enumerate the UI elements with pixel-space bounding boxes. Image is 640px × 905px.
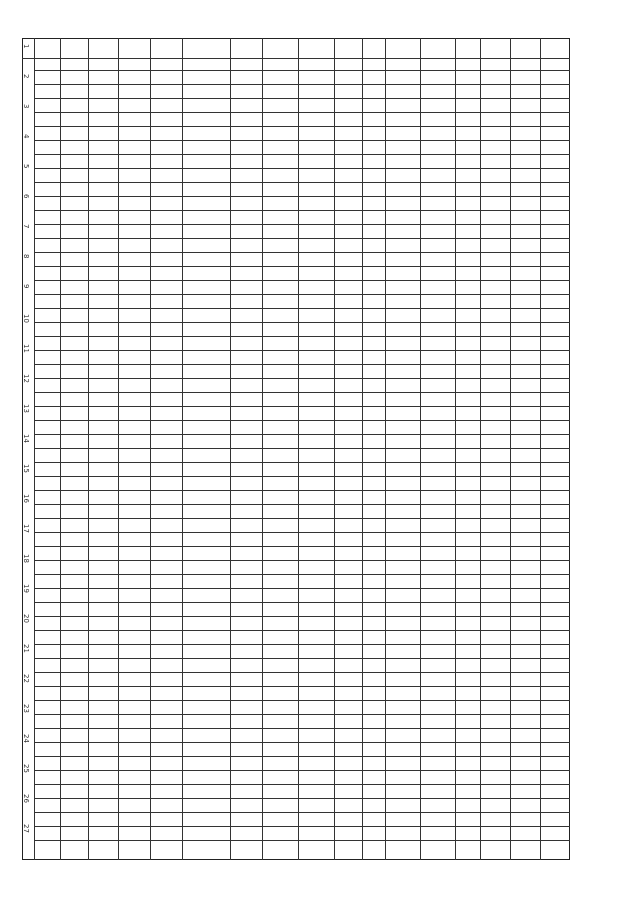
- grid-row-line: [34, 392, 570, 393]
- column-number: 25: [22, 764, 30, 773]
- grid-column-line: [480, 38, 481, 860]
- grid-row-line: [34, 840, 570, 841]
- grid-row-line: [34, 84, 570, 85]
- grid-column-line: [540, 38, 541, 860]
- grid-column-line: [150, 38, 151, 860]
- grid-row-line: [34, 280, 570, 281]
- grid-column-line: [262, 38, 263, 860]
- grid-row-line: [34, 686, 570, 687]
- grid-row-line: [34, 420, 570, 421]
- grid-column-line: [334, 38, 335, 860]
- column-number: 10: [22, 314, 30, 323]
- grid-row-line: [34, 98, 570, 99]
- grid-row-line: [34, 182, 570, 183]
- section-divider: [230, 38, 231, 860]
- grid-column-line: [362, 38, 363, 860]
- grid-row-line: [34, 644, 570, 645]
- grid-row-line: [34, 700, 570, 701]
- grid-row-line: [34, 196, 570, 197]
- grid-row-line: [34, 140, 570, 141]
- grid-row-line: [34, 504, 570, 505]
- column-number: 8: [22, 254, 30, 259]
- column-number: 5: [22, 164, 30, 169]
- grid-row-line: [34, 112, 570, 113]
- column-number: 22: [22, 674, 30, 683]
- grid-row-line: [34, 798, 570, 799]
- grid-row-line: [34, 434, 570, 435]
- column-number: 20: [22, 614, 30, 623]
- column-number: 9: [22, 284, 30, 289]
- grid-row-line: [34, 532, 570, 533]
- grid-row-line: [34, 588, 570, 589]
- column-number: 7: [22, 224, 30, 229]
- grid-row-line: [34, 322, 570, 323]
- grid-row-line: [34, 574, 570, 575]
- column-number: 16: [22, 494, 30, 503]
- grid-row-line: [34, 336, 570, 337]
- grid-row-line: [34, 70, 570, 71]
- grid-row-line: [34, 630, 570, 631]
- column-number: 24: [22, 734, 30, 743]
- grid-row-line: [34, 406, 570, 407]
- column-number: 3: [22, 104, 30, 109]
- grid-row-line: [34, 518, 570, 519]
- column-number: 17: [22, 524, 30, 533]
- section-divider: [385, 38, 386, 860]
- grid-column-line: [60, 38, 61, 860]
- grid-row-line: [34, 462, 570, 463]
- column-number: 14: [22, 434, 30, 443]
- grid-row-line: [34, 350, 570, 351]
- grid-row-line: [34, 490, 570, 491]
- grid-column-line: [118, 38, 119, 860]
- grid-row-line: [34, 364, 570, 365]
- grid-row-line: [34, 602, 570, 603]
- grid-row-line: [34, 616, 570, 617]
- grid-row-line: [34, 126, 570, 127]
- header-row-divider: [22, 58, 570, 59]
- grid-row-line: [34, 266, 570, 267]
- grid-row-line: [34, 448, 570, 449]
- column-number: 27: [22, 824, 30, 833]
- grid-row-line: [34, 658, 570, 659]
- grid-row-line: [34, 714, 570, 715]
- grid-row-line: [34, 238, 570, 239]
- column-number: 13: [22, 404, 30, 413]
- grid-row-line: [34, 546, 570, 547]
- column-number: 11: [22, 344, 30, 353]
- column-number: 12: [22, 374, 30, 383]
- grid-row-line: [34, 168, 570, 169]
- grid-row-line: [34, 770, 570, 771]
- grid-row-line: [34, 154, 570, 155]
- grid-column-line: [420, 38, 421, 860]
- grid-row-line: [34, 252, 570, 253]
- grid-row-line: [34, 784, 570, 785]
- grid-row-line: [34, 560, 570, 561]
- grid-row-line: [34, 826, 570, 827]
- grid-row-line: [34, 476, 570, 477]
- grid-row-line: [34, 728, 570, 729]
- grid-row-line: [34, 224, 570, 225]
- grid-row-line: [34, 210, 570, 211]
- column-number: 6: [22, 194, 30, 199]
- column-number: 21: [22, 644, 30, 653]
- grid-row-line: [34, 756, 570, 757]
- grid-row-line: [34, 378, 570, 379]
- column-number: 23: [22, 704, 30, 713]
- grid-column-line: [455, 38, 456, 860]
- column-number: 19: [22, 584, 30, 593]
- grid-row-line: [34, 672, 570, 673]
- grid-row-line: [34, 308, 570, 309]
- grid-column-line: [182, 38, 183, 860]
- column-number: 4: [22, 134, 30, 139]
- row-label-divider: [34, 38, 35, 860]
- grid-column-line: [298, 38, 299, 860]
- grid-row-line: [34, 742, 570, 743]
- column-number: 26: [22, 794, 30, 803]
- column-number: 18: [22, 554, 30, 563]
- grid-row-line: [34, 812, 570, 813]
- column-number: 1: [22, 44, 30, 49]
- column-number: 2: [22, 74, 30, 79]
- section-divider: [510, 38, 511, 860]
- column-number: 15: [22, 464, 30, 473]
- grid-column-line: [88, 38, 89, 860]
- table-frame: [22, 38, 570, 860]
- grid-row-line: [34, 294, 570, 295]
